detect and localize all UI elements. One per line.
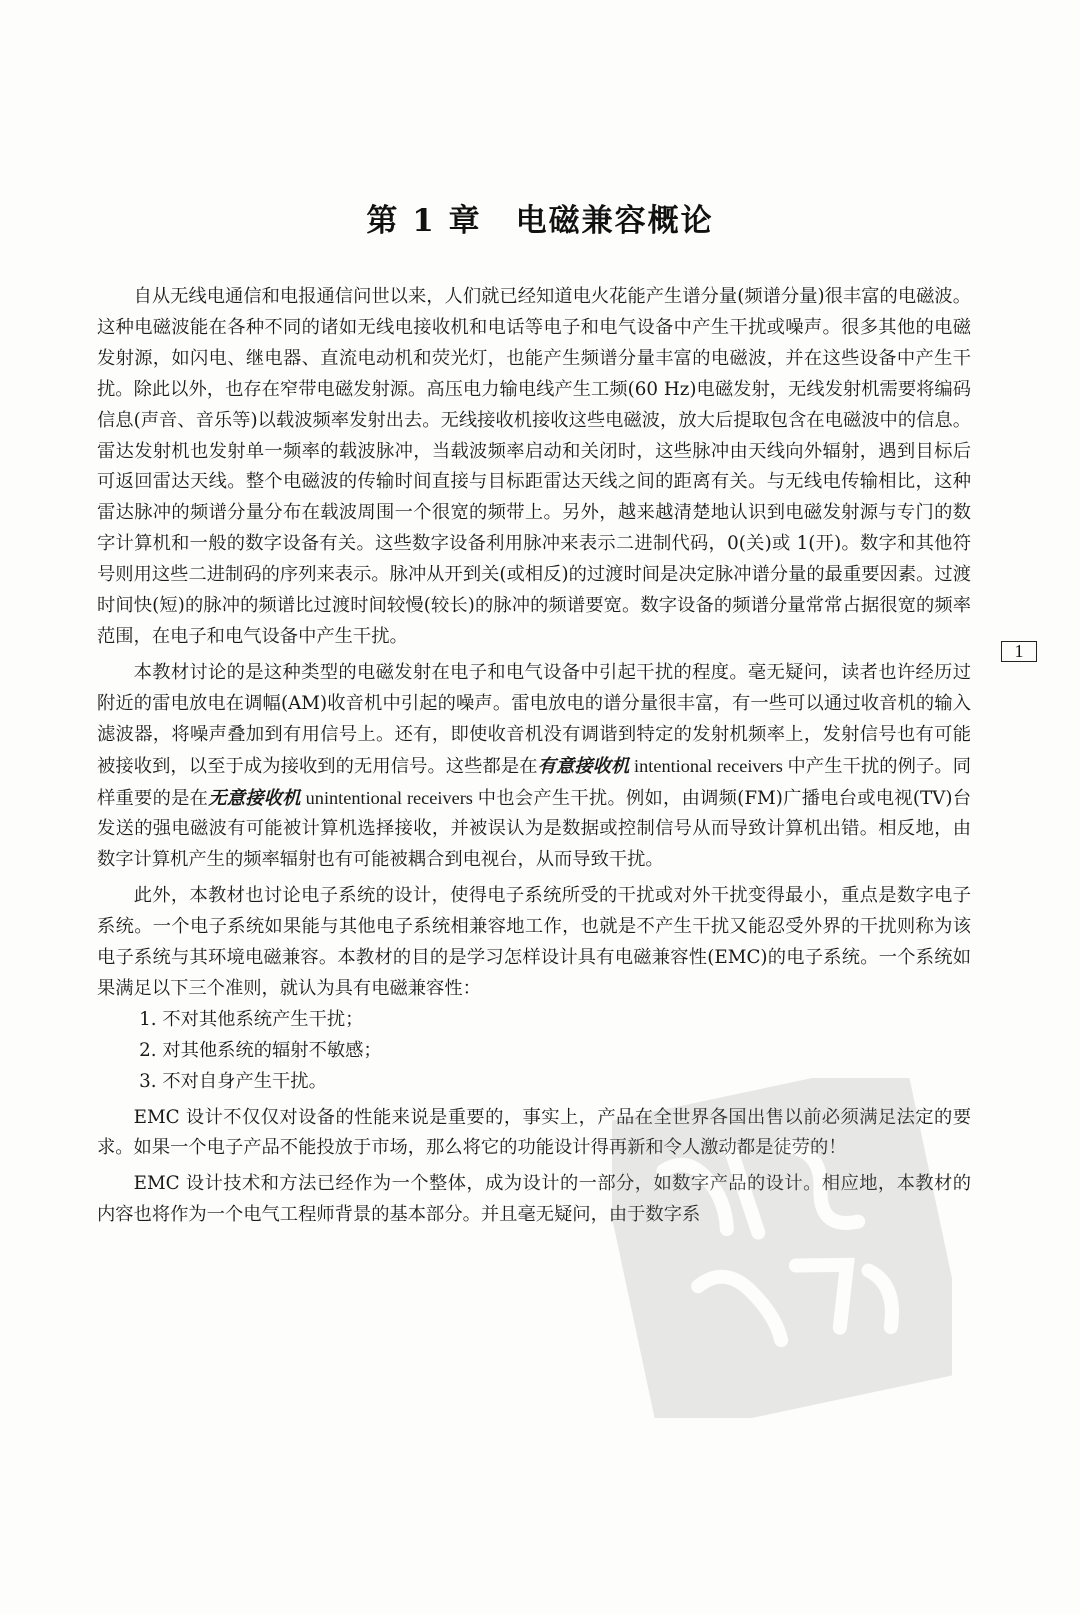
chapter-title-text: 电磁兼容概论 — [515, 203, 714, 239]
term-unintentional-receivers: 无意接收机 — [208, 787, 301, 809]
chapter-heading — [0, 195, 1080, 240]
paragraph-emc-requirements: EMC 设计不仅仅对设备的性能来说是重要的，事实上，产品在全世界各国出售以前必须满足法定的要求。如果一个电子产品不能投放于市场，那么将它的功能设计得再新和令人激动都是徒劳的！ — [97, 1106, 971, 1159]
paragraph-receivers — [97, 658, 971, 876]
term-intentional-receivers-en: intentional receivers — [629, 755, 788, 776]
term-unintentional-receivers-en: unintentional receivers — [300, 787, 478, 808]
paragraph-receivers-part3: 中也会产生干扰。例如，由调频(FM)广播电台或电视(TV)台发送的强电磁波有可能被计算机选择接收，并被误认为是数据或控制信号从而导致计算机出错。相反地，由数字计算机产生的频率辐射也有可能被耦合到电视台，从而导致干扰。 — [97, 787, 972, 871]
criterion-item: 1. 不对其他系统产生干扰； — [139, 1008, 364, 1030]
paragraph-system-design: 此外，本教材也讨论电子系统的设计，使得电子系统所受的干扰或对外干扰变得最小，重点是数字电子系统。一个电子系统如果能与其他电子系统相兼容地工作，也就是不产生干扰又能忍受外界的干扰则称为该电子系统与其环境电磁兼容。本教材的目的是学习怎样设计具有电磁兼容性(EMC)的电子系统。一个系统如果满足以下三个准则，就认为具有电磁兼容性： — [97, 885, 971, 999]
paragraph-emc-techniques: EMC 设计技术和方法已经作为一个整体，成为设计的一部分，如数字产品的设计。相应地，本教材的内容也将作为一个电气工程师背景的基本部分。并且毫无疑问，由于数字系 — [97, 1173, 971, 1226]
term-intentional-receivers: 有意接收机 — [537, 755, 630, 777]
criterion-item: 3. 不对自身产生干扰。 — [139, 1070, 327, 1092]
page-number: 1 — [1014, 641, 1024, 661]
chapter-number: 第 1 章 — [366, 203, 482, 239]
paragraph-receivers-part1: 本教材讨论的是这种类型的电磁发射在电子和电气设备中引起干扰的程度。毫无疑问，读者也许经历过附近的雷电放电在调幅(AM)收音机中引起的噪声。雷电放电的谱分量很丰富，有一些可以通过收音机的输入滤波器，将噪声叠加到有用信号上。还有，即使收音机没有调谐到特定的发射机频率上，发射信号也有可能被接收到，以至于成为接收到的无用信号。这些都是在 — [97, 661, 971, 777]
paragraph-receivers-part2: 中产生干扰的例子。同样重要的是在 — [97, 755, 972, 809]
paragraph-intro: 自从无线电通信和电报通信问世以来，人们就已经知道电火花能产生谱分量(频谱分量)很丰富的电磁波。这种电磁波能在各种不同的诸如无线电接收机和电话等电子和电气设备中产生干扰或噪声。很多其他的电磁发射源，如闪电、继电器、直流电动机和荧光灯，也能产生频谱分量丰富的电磁波，并在这些设备中产生干扰。除此以外，也存在窄带电磁发射源。高压电力输电线产生工频(60 Hz)电磁发射，无线发射机需要将编码信息(声音、音乐等)以载波频率发射出去。无线接收机接收这些电磁波，放大后提取包含在电磁波中的信息。雷达发射机也发射单一频率的载波脉冲，当载波频率启动和关闭时，这些脉冲由天线向外辐射，遇到目标后可返回雷达天线。整个电磁波的传输时间直接与目标距雷达天线之间的距离有关。与无线电传输相比，这种雷达脉冲的频谱分量分布在载波周围一个很宽的频带上。另外，越来越清楚地认识到电磁发射源与专门的数字计算机和一般的数字设备有关。这些数字设备利用脉冲来表示二进制代码，0(关)或 1(开)。数字和其他符号则用这些二进制码的序列来表示。脉冲从开到关(或相反)的过渡时间是决定脉冲谱分量的最重要因素。过渡时间快(短)的脉冲的频谱比过渡时间较慢(较长)的脉冲的频谱要宽。数字设备的频谱分量常常占据很宽的频率范围，在电子和电气设备中产生干扰。 — [97, 286, 971, 647]
criterion-item: 2. 对其他系统的辐射不敏感； — [139, 1039, 382, 1061]
chapter-body — [97, 282, 971, 1231]
page-number-box — [1001, 641, 1037, 662]
